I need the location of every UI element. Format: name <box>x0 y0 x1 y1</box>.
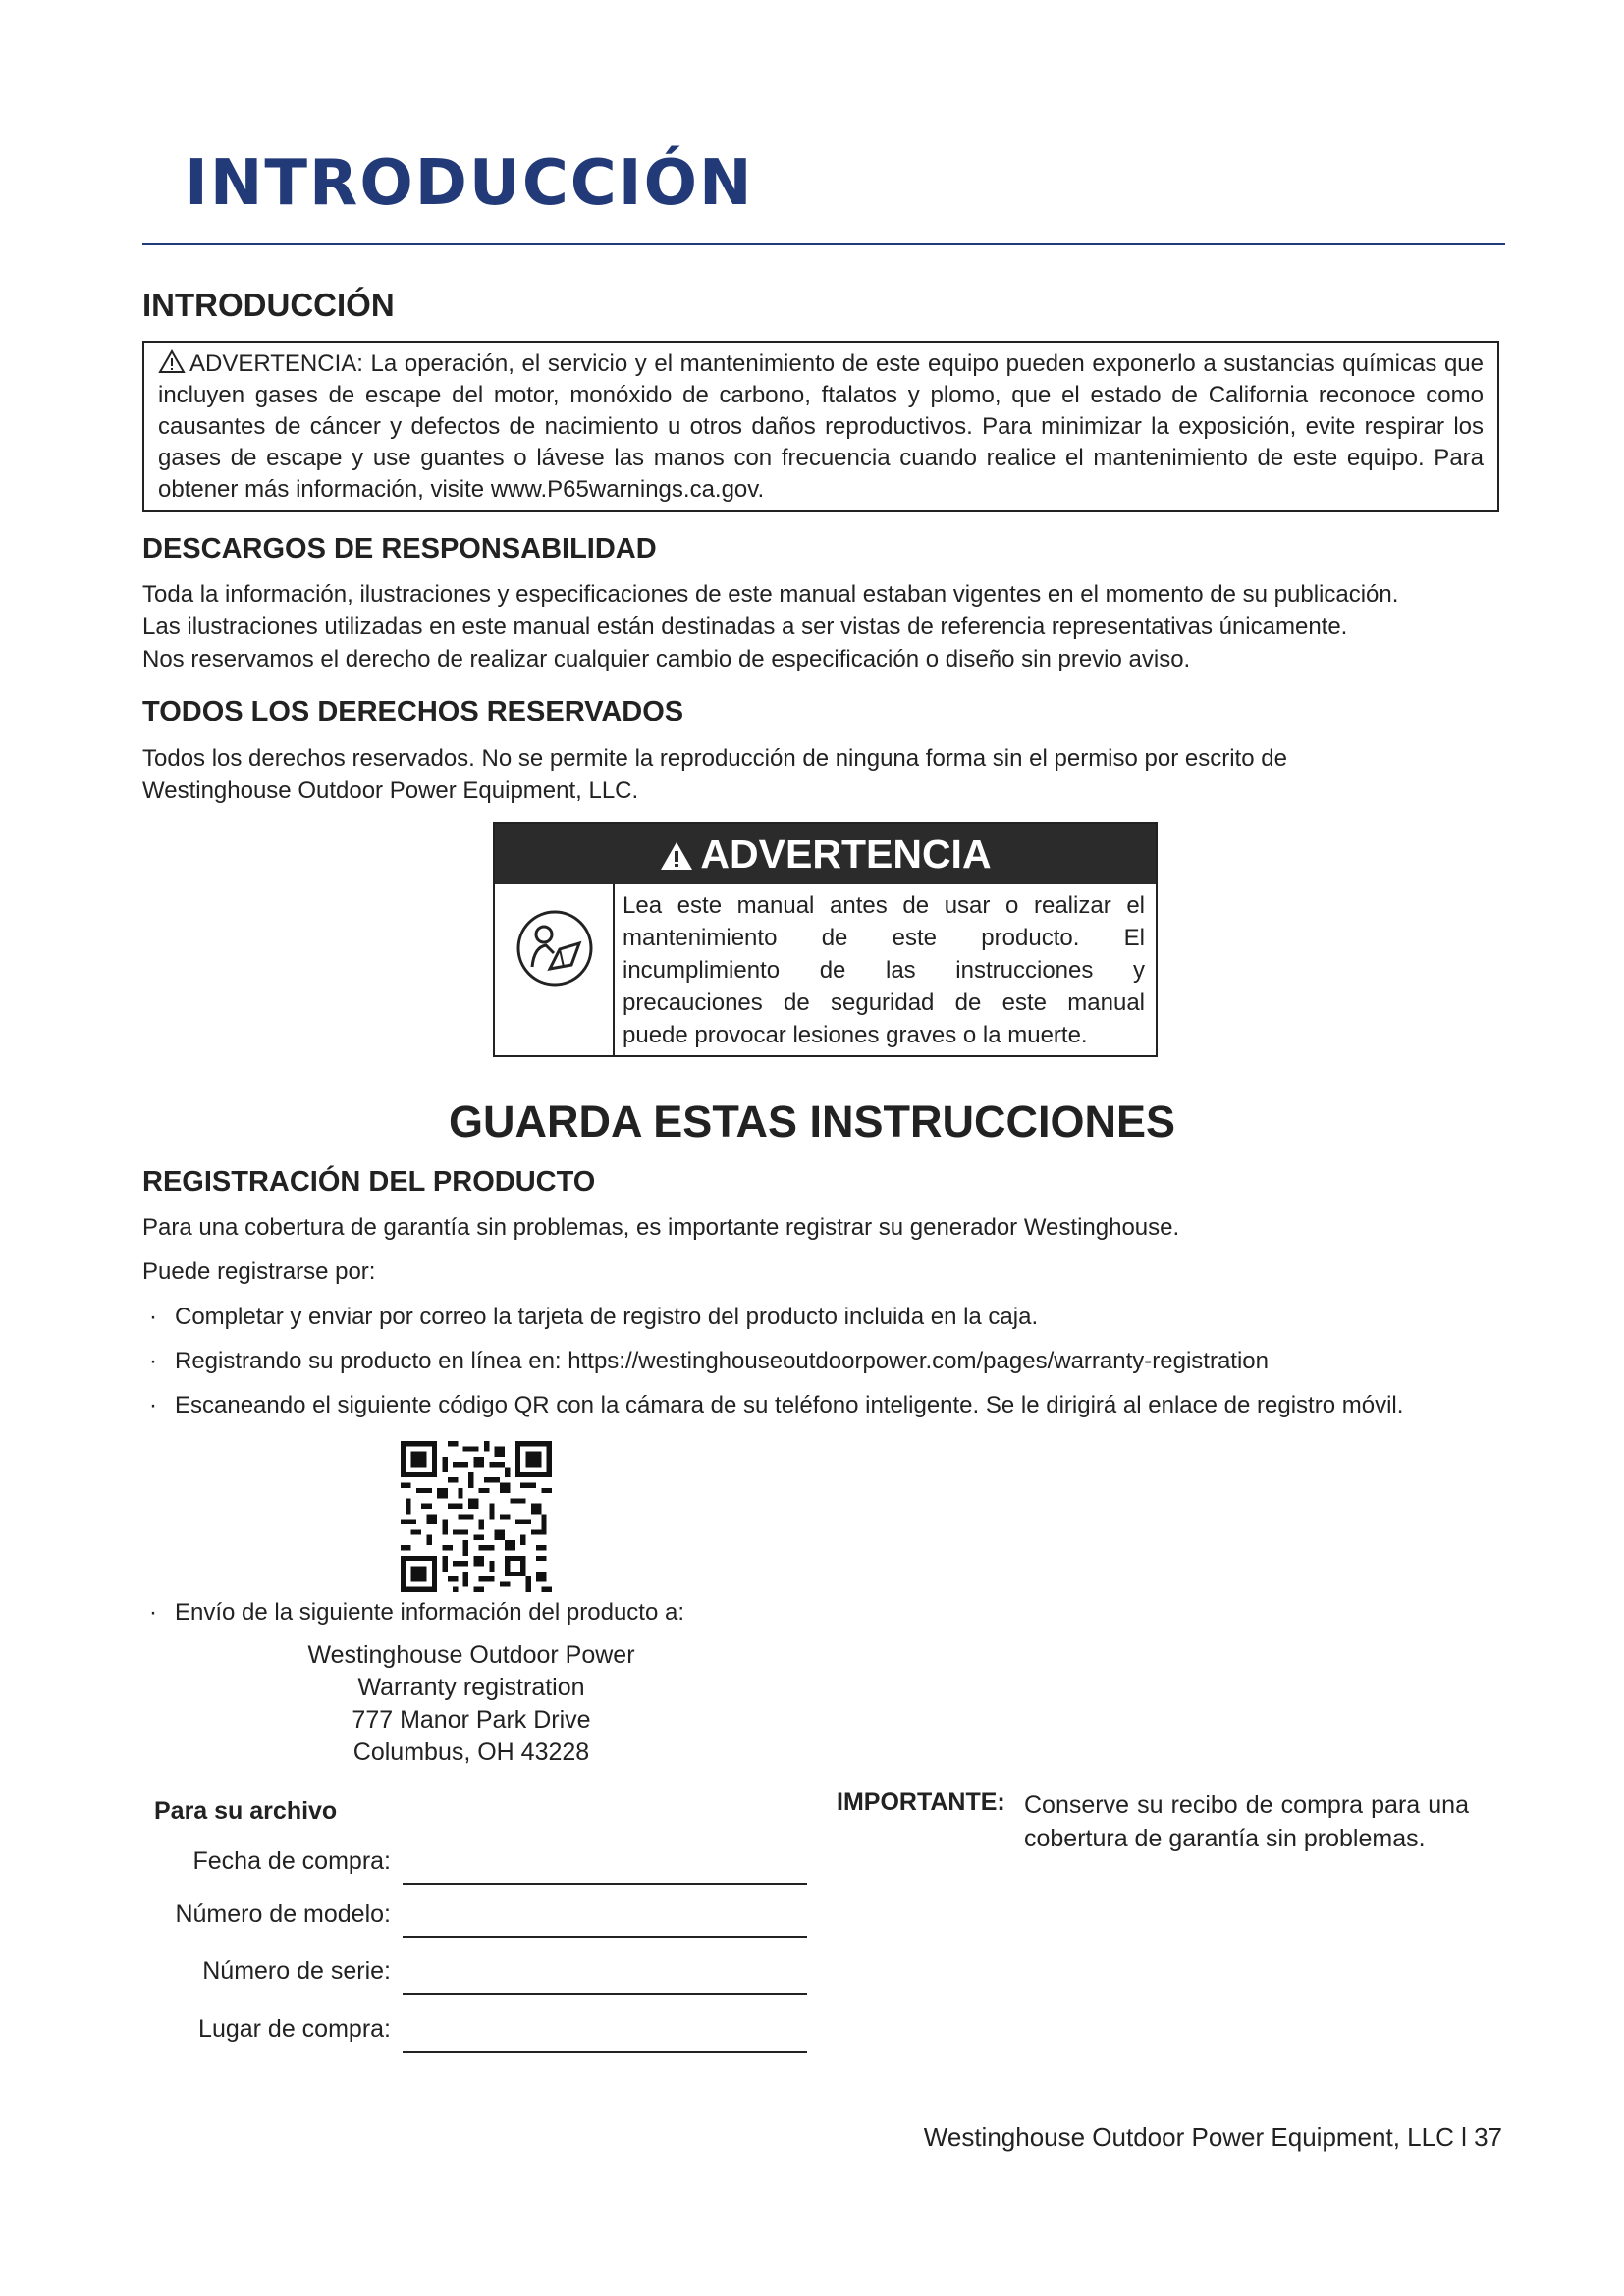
purchase-date-label: Fecha de compra: <box>192 1847 391 1875</box>
disclaimer-line: Nos reservamos el derecho de realizar cualquier cambio de especificación o diseño sin previo aviso. <box>142 646 1191 672</box>
address-line: Westinghouse Outdoor Power <box>307 1641 635 1669</box>
rights-heading: TODOS LOS DERECHOS RESERVADOS <box>142 696 684 727</box>
rights-line: Westinghouse Outdoor Power Equipment, LLC. <box>142 777 639 804</box>
disclaimer-line: Toda la información, ilustraciones y especificaciones de este manual estaban vigentes en el momento de su publicación. <box>142 581 1399 608</box>
list-item <box>149 1301 1038 1333</box>
address-line: Columbus, OH 43228 <box>352 1738 590 1766</box>
bullet-icon: · <box>149 1348 157 1374</box>
prop65-text: ADVERTENCIA: La operación, el servicio y el mantenimiento de este equipo pueden exponerlo a sustancias químicas que incluyen gases de escape del motor, monóxido de carbono, ftalatos y plomo, que el estado de California reconoce como causantes de cáncer y defectos de nacimiento u otros daños reproductivos. Para minimizar la exposición, evite respirar los gases de escape y use guantes o lávese las manos con frecuencia cuando realice el mantenimiento de este equipo. Para obtener más información, visite www.P65warnings.ca.gov. <box>158 350 1484 503</box>
manual-icon-cell <box>495 884 615 1055</box>
list-item-text: Envío de la siguiente información del producto a: <box>175 1599 684 1626</box>
rights-text <box>142 742 1537 807</box>
qr-code <box>401 1441 552 1592</box>
title-divider <box>142 243 1505 245</box>
purchase-date-field[interactable] <box>403 1883 807 1885</box>
address-line: 777 Manor Park Drive <box>352 1706 591 1734</box>
list-item-text: Escaneando el siguiente código QR con la cámara de su teléfono inteligente. Se le dirigirá al enlace de registro móvil. <box>175 1392 1404 1418</box>
list-item-text: Completar y enviar por correo la tarjeta de registro del producto incluida en la caja. <box>175 1304 1039 1330</box>
address-line: Warranty registration <box>357 1674 585 1701</box>
disclaimers-heading: DESCARGOS DE RESPONSABILIDAD <box>142 533 657 564</box>
serial-number-field[interactable] <box>403 1993 807 1995</box>
warning-triangle-icon <box>158 349 186 374</box>
model-number-label: Número de modelo: <box>175 1900 391 1928</box>
disclaimer-line: Las ilustraciones utilizadas en este manual están destinadas a ser vistas de referencia representativas únicamente. <box>142 614 1348 640</box>
warning-header <box>495 824 1156 884</box>
bullet-icon: · <box>149 1392 157 1418</box>
page-footer: Westinghouse Outdoor Power Equipment, LLC l 37 <box>923 2122 1502 2152</box>
records-heading: Para su archivo <box>154 1797 338 1825</box>
purchase-place-field[interactable] <box>403 2051 807 2053</box>
warning-title: ADVERTENCIA <box>700 831 992 877</box>
disclaimers-text <box>142 578 1537 675</box>
list-item <box>149 1389 1403 1421</box>
list-item <box>149 1345 1269 1377</box>
read-manual-icon <box>514 908 595 988</box>
warning-box <box>493 822 1158 1057</box>
registration-heading: REGISTRACIÓN DEL PRODUCTO <box>142 1166 596 1198</box>
important-label: IMPORTANTE: <box>837 1789 1005 1816</box>
mailing-address <box>265 1639 677 1769</box>
important-text: Conserve su recibo de compra para una cobertura de garantía sin problemas. <box>1024 1791 1469 1852</box>
bullet-icon: · <box>149 1304 157 1330</box>
rights-line: Todos los derechos reservados. No se permite la reproducción de ninguna forma sin el permiso por escrito de <box>142 745 1287 772</box>
warning-triangle-icon <box>659 840 694 872</box>
prop65-warning-box <box>142 341 1499 512</box>
purchase-place-label: Lugar de compra: <box>198 2015 391 2043</box>
list-item-text: Registrando su producto en línea en: https://westinghouseoutdoorpower.com/pages/warranty-registration <box>175 1348 1269 1374</box>
list-item <box>149 1596 684 1629</box>
warning-text: Lea este manual antes de usar o realizar el mantenimiento de este producto. El incumplimiento de las instrucciones y precauciones de seguridad de este manual puede provocar lesiones graves o la muerte. <box>623 892 1145 1048</box>
registration-intro: Para una cobertura de garantía sin problemas, es importante registrar su generador Westinghouse. <box>142 1214 1180 1241</box>
page-title: INTRODUCCIÓN <box>185 147 754 220</box>
save-instructions-heading: GUARDA ESTAS INSTRUCCIONES <box>448 1096 1176 1147</box>
bullet-icon: · <box>149 1599 157 1626</box>
model-number-field[interactable] <box>403 1936 807 1938</box>
serial-number-label: Número de serie: <box>202 1957 391 1985</box>
registration-methods-label: Puede registrarse por: <box>142 1258 376 1285</box>
intro-heading: INTRODUCCIÓN <box>142 287 395 323</box>
